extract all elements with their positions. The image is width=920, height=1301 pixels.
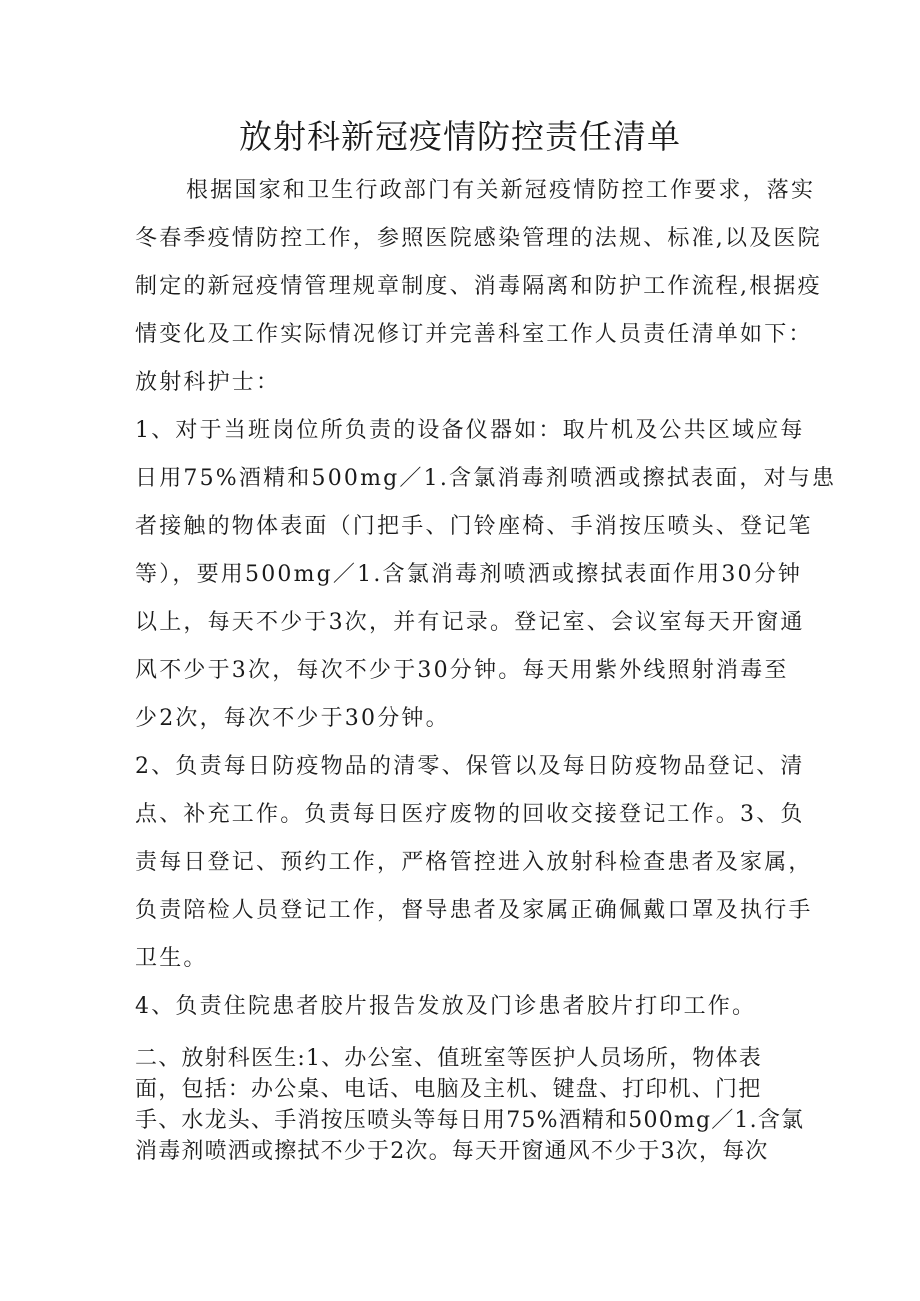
paragraph-line: 2、负责每日防疫物品的清零、保管以及每日防疫物品登记、清 — [135, 754, 805, 779]
paragraph-line: 责每日登记、预约工作，严格管控进入放射科检查患者及家属， — [135, 850, 813, 875]
paragraph-line: 消毒剂喷洒或擦拭不少于2次。每天开窗通风不少于3次，每次 — [135, 1139, 769, 1164]
paragraph-line: 情变化及工作实际情况修订并完善科室工作人员责任清单如下： — [135, 322, 813, 347]
document-title: 放射科新冠疫情防控责任清单 — [239, 117, 681, 156]
paragraph-line: 日用75%酒精和500mg／1.含氯消毒剂喷洒或擦拭表面，对与患 — [135, 466, 837, 491]
paragraph-line: 少2次，每次不少于30分钟。 — [135, 706, 450, 731]
paragraph-line: 风不少于3次，每次不少于30分钟。每天用紫外线照射消毒至 — [135, 658, 789, 683]
paragraph-line: 等），要用500mg／1.含氯消毒剂喷洒或擦拭表面作用30分钟 — [135, 562, 803, 587]
paragraph-line: 4、负责住院患者胶片报告发放及门诊患者胶片打印工作。 — [135, 994, 757, 1019]
paragraph-line: 者接触的物体表面（门把手、门铃座椅、手消按压喷头、登记笔 — [135, 514, 813, 539]
paragraph-line: 制定的新冠疫情管理规章制度、消毒隔离和防护工作流程,根据疫 — [135, 274, 822, 299]
paragraph-line: 卫生。 — [135, 946, 208, 971]
paragraph-line: 以上，每天不少于3次，并有记录。登记室、会议室每天开窗通 — [135, 610, 805, 635]
paragraph-line: 1、对于当班岗位所负责的设备仪器如：取片机及公共区域应每 — [135, 418, 805, 443]
paragraph-line: 冬春季疫情防控工作，参照医院感染管理的法规、标准,以及医院 — [135, 226, 822, 251]
paragraph-line: 手、水龙头、手消按压喷头等每日用75%酒精和500mg／1.含氯 — [135, 1108, 805, 1133]
paragraph-line: 面，包括：办公桌、电话、电脑及主机、键盘、打印机、门把 — [135, 1077, 762, 1102]
paragraph-line: 点、补充工作。负责每日医疗废物的回收交接登记工作。3、负 — [135, 802, 805, 827]
paragraph-line: 根据国家和卫生行政部门有关新冠疫情防控工作要求，落实 — [186, 178, 816, 203]
section-heading-nurse: 放射科护士： — [135, 370, 281, 395]
paragraph-line: 负责陪检人员登记工作，督导患者及家属正确佩戴口罩及执行手 — [135, 898, 813, 923]
section-heading-doctor: 二、放射科医生:1、办公室、值班室等医护人员场所，物体表 — [135, 1046, 763, 1071]
